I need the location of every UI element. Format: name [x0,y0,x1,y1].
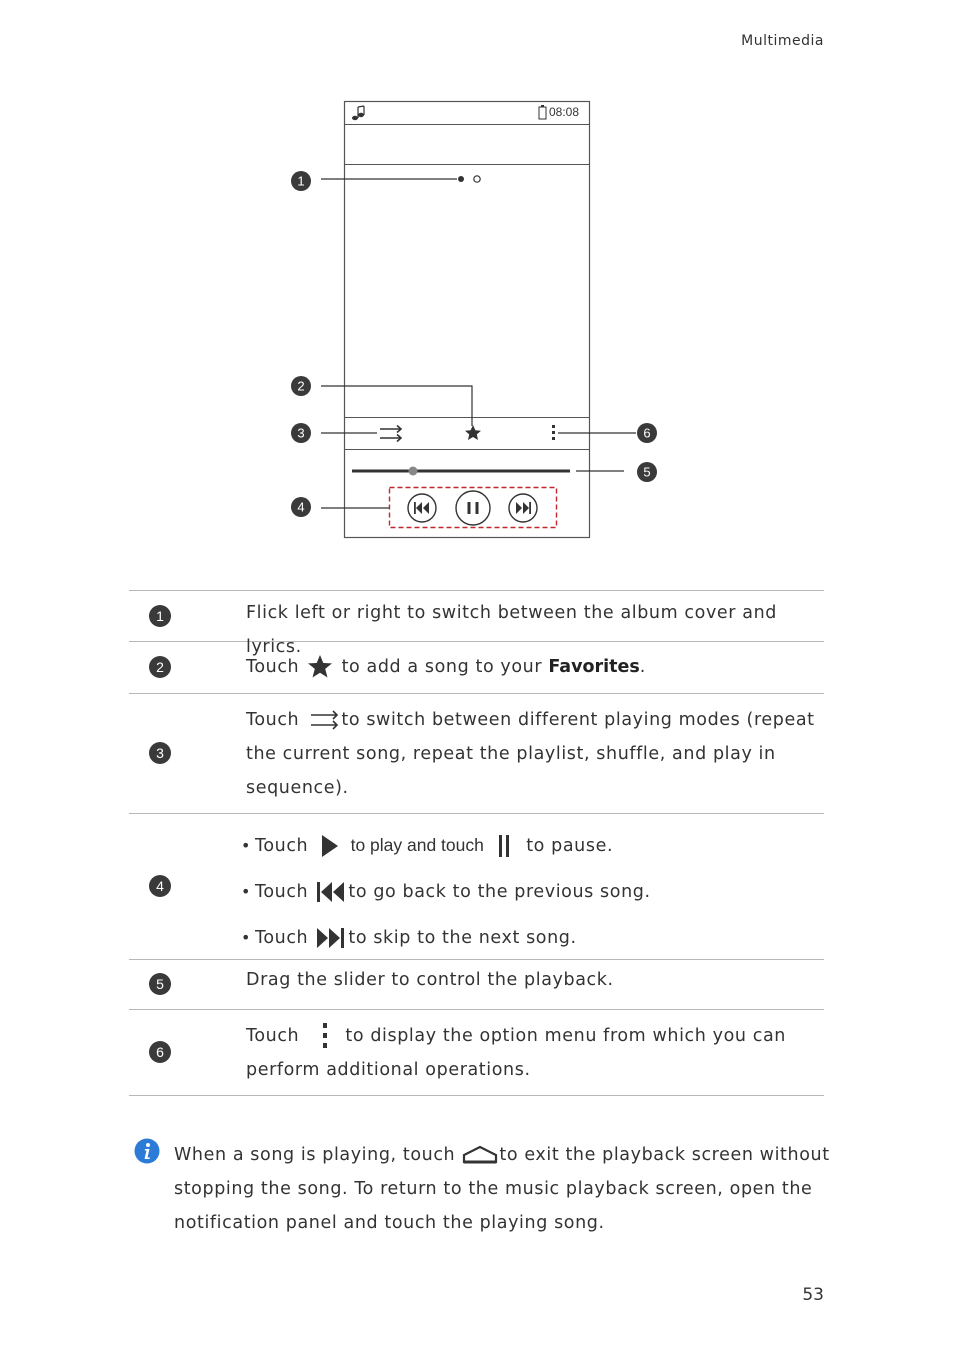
row-number: 4 [149,875,171,897]
callout-5: 5 [643,464,651,480]
previous-icon [314,879,348,905]
row-description: Flick left or right to switch between the album cover and lyrics. [246,603,777,657]
section-header: Multimedia [741,33,824,49]
star-icon [305,654,335,680]
next-icon [314,925,348,951]
status-bar-time: 08:08 [549,105,580,119]
row-number: 1 [149,605,171,627]
home-icon [461,1144,499,1166]
row-description: Drag the slider to control the playback. [246,970,614,990]
table-row [129,814,824,960]
table-row [129,960,824,1010]
callout-2: 2 [297,378,305,394]
more-options-icon [305,1022,345,1050]
row-number: 6 [149,1041,171,1063]
more-options-icon [552,425,555,440]
row-text: to add a song to your [341,657,543,677]
tip-note: When a song is playing, touch to exit the playback screen without stopping the song. To return to the music playback screen, open the notification panel and touch the playing song. [174,1145,830,1233]
favorites-label: Favorites [548,657,640,677]
pause-icon [490,833,520,859]
callout-description-table [129,590,824,1096]
row-number: 2 [149,656,171,678]
row-description: Touch to add a song to your Favorites. [246,650,824,684]
list-item: • Touch to go back to the previous song. [241,869,824,915]
repeat-mode-icon [305,708,341,732]
table-row [129,591,824,657]
table-row [129,1010,824,1096]
table-row [129,694,824,814]
callout-6: 6 [643,425,651,441]
callout-4: 4 [297,499,305,515]
callout-3: 3 [297,425,305,441]
row-number: 5 [149,973,171,995]
row-description: Touch to display the option menu from which you can perform additional operations. [246,1019,824,1087]
page-indicator-active [458,176,464,182]
callout-1: 1 [297,173,305,189]
info-icon [134,1138,160,1164]
play-icon [314,833,344,859]
music-player-illustration [280,95,680,545]
page-number: 53 [802,1285,824,1305]
list-item: • Touch to skip to the next song. [241,915,824,961]
row-description [241,823,824,961]
row-description: Touch to switch between different playing modes (repeat the current song, repeat the playlist, shuffle, and play in sequence). [246,710,815,798]
progress-slider-knob [409,467,418,476]
touch-word: Touch [246,657,300,677]
list-item: • Touch to play and touch to pause. [241,823,824,869]
row-number: 3 [149,742,171,764]
table-row [129,642,824,694]
